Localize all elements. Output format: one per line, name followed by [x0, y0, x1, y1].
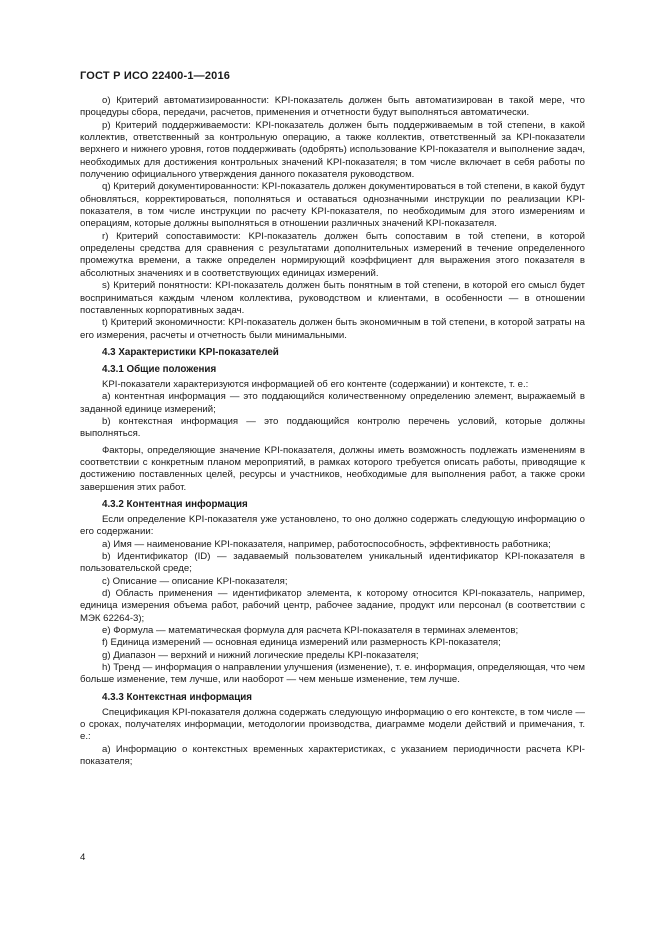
paragraph: d) Область применения — идентификатор элемента, к которому относится KPI-показатель, например, единица измерения объема работ, рабочий центр, рабочее задание, продукт или персонал (в соответствии с МЭК 62264-3); [80, 588, 585, 624]
paragraph: t) Критерий экономичности: KPI-показатель должен быть экономичным в той степени, в которой затраты на его измерения, расчеты и отчетность были минимальными. [80, 317, 585, 341]
paragraph: h) Тренд — информация о направлении улучшения (изменение), т. е. информация, определяющая, что чем больше изменение, тем лучше, или наоборот — чем меньше изменение, тем лучше. [80, 662, 585, 686]
section-heading: 4.3.3 Контекстная информация [102, 691, 253, 703]
paragraph: Факторы, определяющие значение KPI-показателя, должны иметь возможность подлежать изменениям в соответствии с конкретным планом мероприятий, в рамках которого требуется описать работы, приводящие к достижению поставленных целей, ресурсы и участников, необходимые для выполнения работ, а также сроки завершения этих работ. [80, 444, 585, 493]
paragraph: g) Диапазон — верхний и нижний логические пределы KPI-показателя; [102, 649, 419, 661]
section-heading: 4.3.1 Общие положения [102, 363, 217, 375]
paragraph: s) Критерий понятности: KPI-показатель должен быть понятным в той степени, в которой его смысл будет восприниматься каждым членом коллектива, руководством и клиентами, в особенности — в отношении поставленных корпоративных задач. [80, 280, 585, 316]
section-heading: 4.3.2 Контентная информация [102, 498, 248, 510]
document-header: ГОСТ Р ИСО 22400-1—2016 [80, 70, 231, 82]
paragraph: b) контекстная информация — это поддающийся контролю перечень условий, которые должны выполняться. [80, 415, 585, 440]
paragraph: Спецификация KPI-показателя должна содержать следующую информацию о его контексте, в том числе — о сроках, получателях информации, методологии производства, диаграмме модели действий и примечания, т. е.: [80, 706, 585, 743]
paragraph: a) контентная информация — это поддающийся количественному определению элемент, выражаемый в заданной единице измерений; [80, 391, 585, 415]
page-number: 4 [80, 852, 86, 863]
paragraph: p) Критерий поддерживаемости: KPI-показатель должен быть поддерживаемым в той степени, в какой коллектив, ответственный за контрольную операцию, а также коллектив, ответственный за KPI-показатели верхнего и нижнего уровня, готов поддерживать (одобрять) использование KPI-показателя и выполнение задач, необходимых для достижения контрольных значений KPI-показателя; в том числе включает в себя работы по получению официального утверждения данного показателя руководством. [80, 119, 585, 181]
paragraph: Если определение KPI-показателя уже установлено, то оно должно содержать следующую информацию о его содержании: [80, 513, 585, 538]
paragraph: KPI-показатели характеризуются информацией об его контенте (содержании) и контексте, т. е.: [102, 378, 529, 390]
paragraph: e) Формула — математическая формула для расчета KPI-показателя в терминах элементов; [102, 625, 519, 637]
paragraph: f) Единица измерений — основная единица измерений или размерность KPI-показателя; [102, 637, 501, 649]
document-body [80, 95, 585, 769]
paragraph: b) Идентификатор (ID) — задаваемый пользователем уникальный идентификатор KPI-показателя в пользовательской среде; [80, 551, 585, 575]
paragraph: a) Имя — наименование KPI-показателя, например, работоспособность, эффективность работника; [102, 538, 551, 550]
paragraph: q) Критерий документированности: KPI-показатель должен документироваться в той степени, в какой будут обновляться, корректироваться, пополняться и оставаться однозначными инструкции по реализации KPI-показателя, в том числе инструкции по расчету KPI-показателя, по необходимым для этого измерениям и операциям, которые должны выполняться в отношении различных значений KPI-показателя. [80, 181, 585, 230]
paragraph: c) Описание — описание KPI-показателя; [102, 575, 288, 587]
paragraph: o) Критерий автоматизированности: KPI-показатель должен быть автоматизирован в такой мере, что процедуры сбора, передачи, расчетов, применения и отчетности будут выполняться автоматически. [80, 95, 585, 119]
paragraph: r) Критерий сопоставимости: KPI-показатель должен быть сопоставим в той степени, в которой определены средства для сравнения с результатами дополнительных измерений в течение определенного промежутка времени, а также определен нормирующий коэффициент для выражения этого показателя в абсолютных значениях и в соответствующих единицах измерений. [80, 230, 585, 279]
paragraph: a) Информацию о контекстных временных характеристиках, с указанием периодичности расчета KPI-показателя; [80, 743, 585, 768]
section-heading: 4.3 Характеристики KPI-показателей [102, 346, 279, 358]
